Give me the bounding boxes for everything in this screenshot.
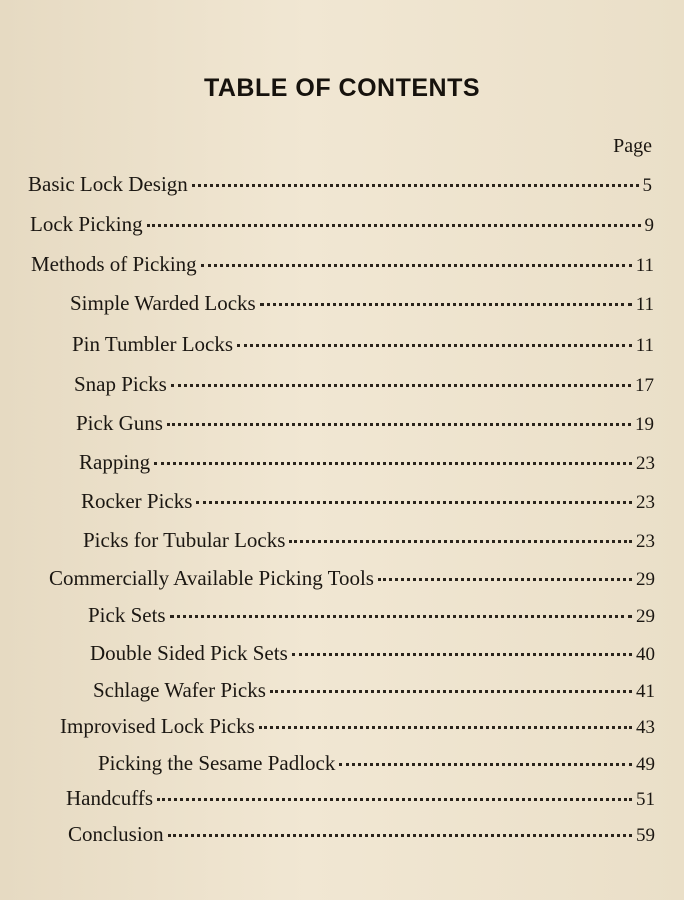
toc-entry-label: Conclusion: [68, 822, 164, 846]
toc-entry-label: Picking the Sesame Padlock: [98, 751, 336, 775]
toc-entry-label: Improvised Lock Picks: [60, 714, 255, 738]
dot-leader: [168, 834, 632, 837]
toc-entry-label: Rocker Picks: [81, 489, 193, 513]
toc-entry-page: 29: [636, 569, 655, 590]
dot-leader: [292, 653, 632, 656]
toc-entry: [66, 786, 655, 812]
toc-entry: [31, 252, 654, 278]
toc-entry-label: Methods of Picking: [31, 252, 197, 276]
dot-leader: [237, 344, 632, 347]
toc-entry: [28, 172, 652, 198]
toc-entry-label: Handcuffs: [66, 786, 154, 810]
toc-entry: [88, 603, 655, 629]
toc-entry: [98, 751, 655, 777]
toc-entry-page: 11: [635, 294, 654, 315]
toc-entry: [74, 372, 654, 398]
dot-leader: [167, 423, 631, 426]
toc-entry-page: 23: [636, 453, 655, 474]
toc-entry: [60, 714, 655, 740]
toc-entry-label: Double Sided Pick Sets: [90, 641, 288, 665]
toc-entry-label: Schlage Wafer Picks: [93, 678, 266, 702]
toc-entry-page: 5: [642, 175, 652, 196]
toc-entry: [83, 528, 655, 554]
toc-entry-label: Pin Tumbler Locks: [72, 332, 234, 356]
toc-entry-page: 40: [636, 644, 655, 665]
toc-entry: [30, 212, 654, 238]
dot-leader: [201, 264, 632, 267]
toc-entry-label: Rapping: [79, 450, 151, 474]
toc-entry-page: 59: [636, 825, 655, 846]
toc-entry-label: Picks for Tubular Locks: [83, 528, 286, 552]
page-column-header: Page: [613, 135, 652, 157]
dot-leader: [260, 303, 632, 306]
toc-entry-page: 43: [636, 717, 655, 738]
toc-entry-page: 23: [636, 492, 655, 513]
toc-entry: [72, 332, 654, 358]
dot-leader: [196, 501, 632, 504]
toc-entry-page: 51: [636, 789, 655, 810]
dot-leader: [170, 615, 632, 618]
toc-entry-page: 9: [644, 215, 654, 236]
page-title: TABLE OF CONTENTS: [203, 74, 481, 102]
toc-entry: [93, 678, 655, 704]
toc-entry-page: 41: [636, 681, 655, 702]
dot-leader: [154, 462, 632, 465]
toc-entry-label: Pick Guns: [76, 411, 163, 435]
dot-leader: [270, 690, 632, 693]
toc-entry-page: 49: [636, 754, 655, 775]
toc-entry: [90, 641, 655, 667]
dot-leader: [171, 384, 631, 387]
dot-leader: [259, 726, 632, 729]
toc-entry: [76, 411, 654, 437]
toc-entry-label: Pick Sets: [88, 603, 166, 627]
toc-entry-label: Commercially Available Picking Tools: [49, 566, 374, 590]
toc-entry-page: 11: [635, 335, 654, 356]
toc-entry-page: 19: [635, 414, 654, 435]
toc-entry-label: Lock Picking: [30, 212, 143, 236]
dot-leader: [192, 184, 639, 187]
toc-entry-page: 23: [636, 531, 655, 552]
toc-entry-label: Simple Warded Locks: [70, 291, 256, 315]
toc-entry: [68, 822, 655, 848]
dot-leader: [378, 578, 632, 581]
toc-entry-page: 29: [636, 606, 655, 627]
dot-leader: [289, 540, 632, 543]
toc-entry-page: 17: [635, 375, 654, 396]
toc-entry: [70, 291, 654, 317]
dot-leader: [147, 224, 641, 227]
toc-entry: [79, 450, 655, 476]
toc-entry-label: Basic Lock Design: [28, 172, 188, 196]
dot-leader: [157, 798, 632, 801]
toc-entry-page: 11: [635, 255, 654, 276]
dot-leader: [339, 763, 632, 766]
toc-entry: [49, 566, 655, 592]
toc-entry: [81, 489, 655, 515]
toc-entry-label: Snap Picks: [74, 372, 167, 396]
